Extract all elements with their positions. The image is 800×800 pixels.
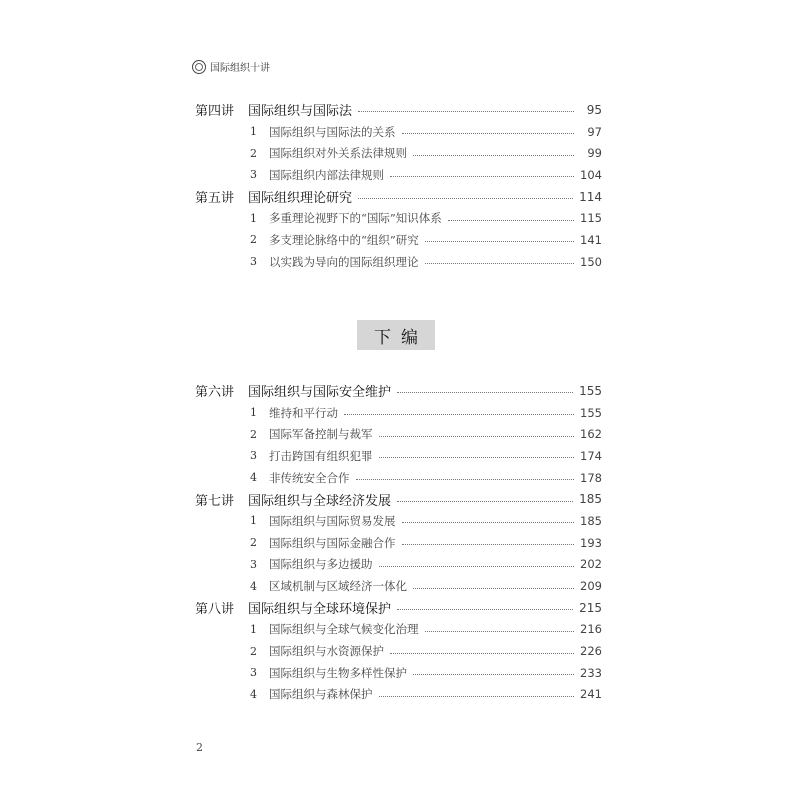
page-ref: 226 [580,644,602,659]
section-number: 3 [250,168,257,182]
section-number: 3 [250,666,257,680]
page-ref: 202 [580,557,602,572]
section-number: 2 [250,427,257,441]
entry-title: 维持和平行动 [269,405,338,420]
dot-leader [390,653,574,654]
chapter-label: 第四讲 [195,104,235,120]
toc-section-entry[interactable] [195,207,602,229]
entry-title: 国际组织与多边援助 [269,557,373,572]
section-number: 1 [250,622,257,636]
section-number: 2 [250,233,257,247]
entry-title: 国际组织与国际贸易发展 [269,513,396,528]
section-number: 4 [250,687,257,701]
toc-section-entry[interactable] [195,640,602,662]
chapter-label: 第六讲 [195,385,235,401]
section-number: 2 [250,644,257,658]
page-ref: 178 [580,470,602,485]
part-heading: 下编 [357,320,435,350]
entry-title: 国际组织对外关系法律规则 [269,146,407,161]
page-ref: 209 [580,579,602,594]
entry-title: 国际组织内部法律规则 [269,167,384,182]
dot-leader [379,696,575,697]
page-ref: 155 [579,383,602,398]
dot-leader [397,501,573,502]
section-number: 4 [250,579,257,593]
section-number: 1 [250,514,257,528]
chapter-label: 第五讲 [195,191,235,207]
entry-title: 国际组织与国际法 [248,104,353,120]
entry-title: 非传统安全合作 [269,470,350,485]
dot-leader [448,220,574,221]
section-number: 3 [250,255,257,269]
section-number: 1 [250,406,257,420]
entry-title: 国际组织与全球气候变化治理 [269,622,419,637]
page-ref: 216 [580,622,602,637]
page-ref: 174 [580,448,602,463]
dot-leader [402,544,575,545]
toc-section-entry[interactable] [195,121,602,143]
toc-section-entry[interactable] [195,251,602,273]
dot-leader [397,392,573,393]
chapter-label: 第七讲 [195,493,235,509]
toc-block-upper [195,99,602,273]
dot-leader [344,414,574,415]
toc-chapter-entry[interactable] [195,597,602,619]
chapter-label: 第八讲 [195,602,235,618]
globe-logo-icon [192,60,206,74]
page-ref: 150 [580,254,602,269]
dot-leader [379,436,575,437]
section-number: 1 [250,125,257,139]
entry-title: 国际组织与全球经济发展 [248,493,392,509]
page-ref: 193 [580,535,602,550]
toc-section-entry[interactable] [195,619,602,641]
page-ref: 155 [580,405,602,420]
running-header [192,59,270,74]
toc-chapter-entry[interactable] [195,99,602,121]
dot-leader [379,566,575,567]
toc-chapter-entry[interactable] [195,488,602,510]
entry-title: 区域机制与区域经济一体化 [269,579,407,594]
section-number: 3 [250,449,257,463]
page-ref: 99 [587,146,602,161]
section-number: 1 [250,211,257,225]
entry-title: 多重理论视野下的“国际”知识体系 [269,211,442,226]
entry-title: 国际组织与国际金融合作 [269,535,396,550]
page-ref: 215 [579,600,602,615]
dot-leader [425,631,575,632]
book-title: 国际组织十讲 [210,63,270,74]
entry-title: 国际组织与全球环境保护 [248,602,392,618]
toc-section-entry[interactable] [195,467,602,489]
page-ref: 185 [579,492,602,507]
section-number: 4 [250,471,257,485]
dot-leader [413,155,574,156]
entry-title: 国际组织与森林保护 [269,687,373,702]
toc-section-entry[interactable] [195,662,602,684]
dot-leader [358,111,574,112]
page-ref: 141 [580,232,602,247]
entry-title: 打击跨国有组织犯罪 [269,448,373,463]
toc-section-entry[interactable] [195,684,602,706]
toc-section-entry[interactable] [195,423,602,445]
dot-leader [397,609,573,610]
dot-leader [356,479,575,480]
toc-chapter-entry[interactable] [195,380,602,402]
page-ref: 104 [580,167,602,182]
page-ref: 241 [580,687,602,702]
toc-section-entry[interactable] [195,229,602,251]
entry-title: 以实践为导向的国际组织理论 [269,254,419,269]
dot-leader [358,198,573,199]
dot-leader [379,457,575,458]
toc-section-entry[interactable] [195,164,602,186]
entry-title: 国际组织与生物多样性保护 [269,665,407,680]
entry-title: 国际组织与国际安全维护 [248,385,392,401]
dot-leader [413,588,574,589]
toc-section-entry[interactable] [195,142,602,164]
page-ref: 233 [580,665,602,680]
toc-section-entry[interactable] [195,532,602,554]
section-number: 2 [250,536,257,550]
dot-leader [425,241,574,242]
toc-section-entry[interactable] [195,510,602,532]
dot-leader [402,522,575,523]
entry-title: 多支理论脉络中的“组织”研究 [269,232,419,247]
dot-leader [413,674,574,675]
page-ref: 95 [586,102,602,117]
entry-title: 国际组织与水资源保护 [269,644,384,659]
toc-section-entry[interactable] [195,575,602,597]
toc-chapter-entry[interactable] [195,186,602,208]
dot-leader [425,263,575,264]
page-number: 2 [196,741,203,754]
page-ref: 185 [580,513,602,528]
toc-section-entry[interactable] [195,445,602,467]
entry-title: 国际军备控制与裁军 [269,427,373,442]
dot-leader [390,176,574,177]
toc-block-lower [195,380,602,705]
page-ref: 162 [580,427,602,442]
toc-section-entry[interactable] [195,402,602,424]
section-number: 3 [250,557,257,571]
page-ref: 115 [580,211,602,226]
toc-section-entry[interactable] [195,554,602,576]
dot-leader [402,133,575,134]
section-number: 2 [250,146,257,160]
entry-title: 国际组织与国际法的关系 [269,124,396,139]
page-ref: 114 [579,189,602,204]
page-ref: 97 [587,124,602,139]
entry-title: 国际组织理论研究 [248,191,353,207]
